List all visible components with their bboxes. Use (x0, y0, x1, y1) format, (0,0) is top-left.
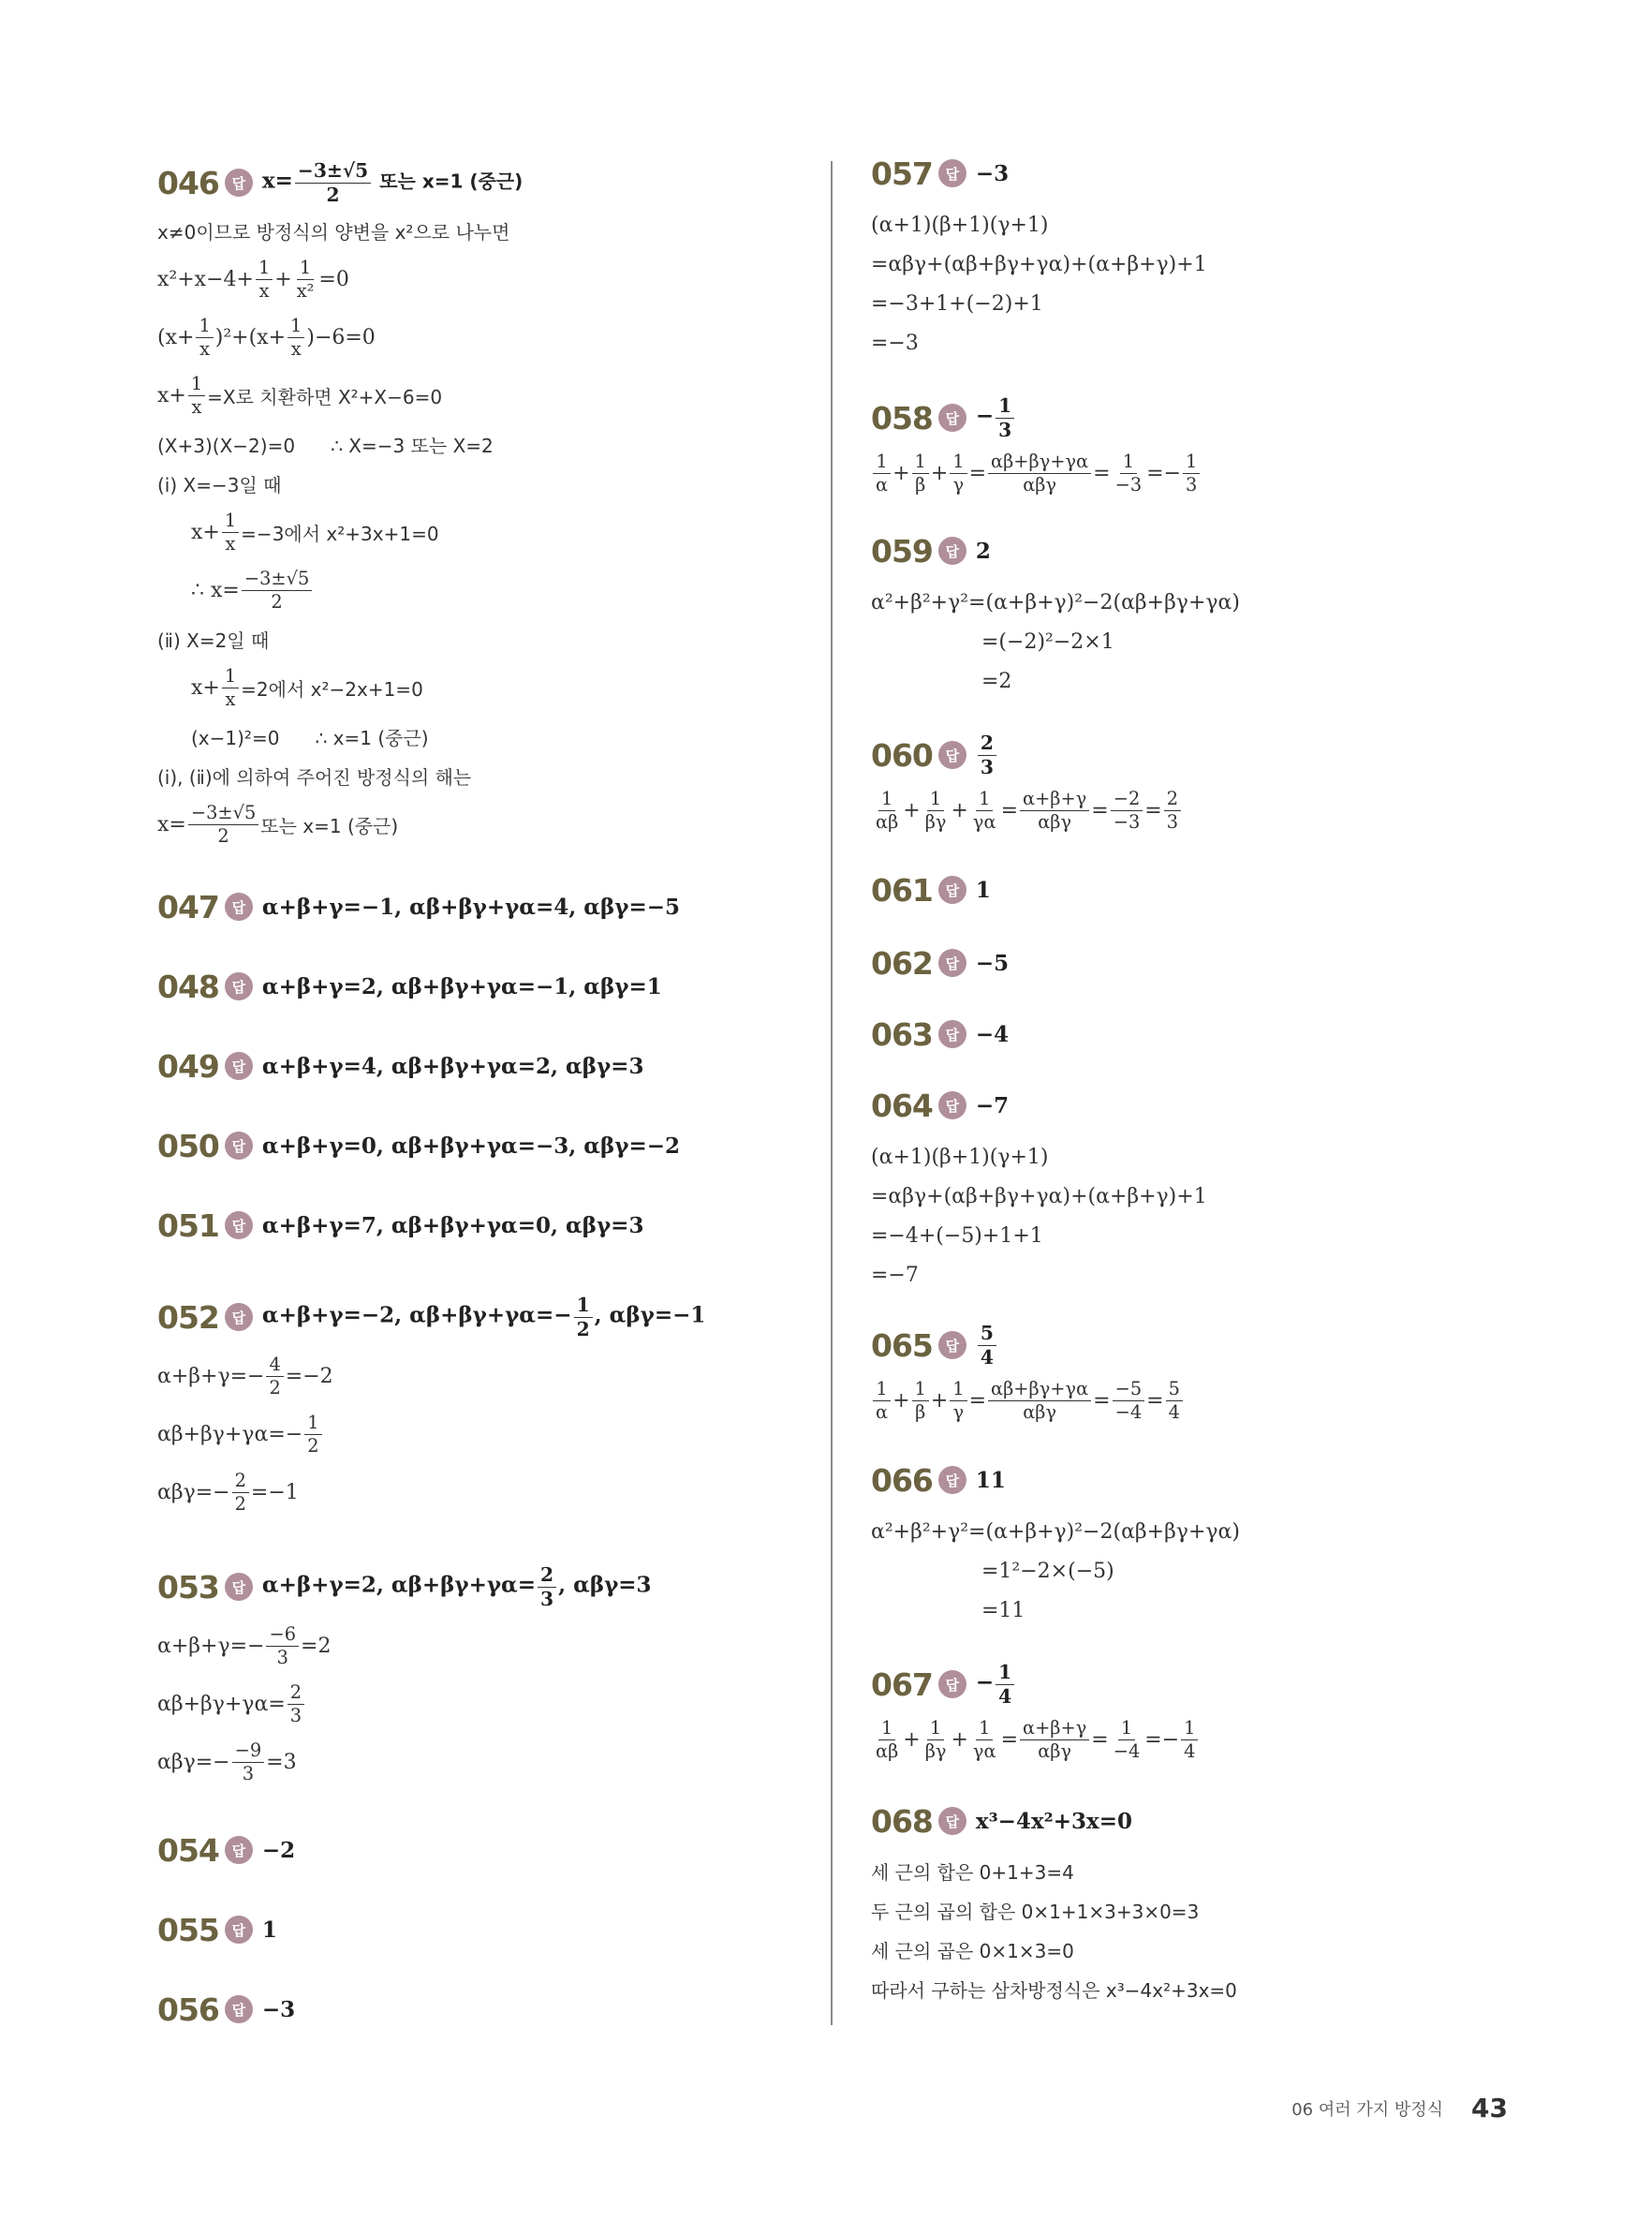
answer-badge-icon: 답 (225, 169, 253, 197)
solution-line: =−3 (871, 331, 919, 355)
answer: − $\frac{1}{4}$ (976, 1663, 1016, 1705)
problem-number: 052 (157, 1298, 219, 1336)
answer: −5 (975, 950, 1010, 976)
solution-line: x+ $\frac{1}{x}$ =2에서 x²−2x+1=0 (191, 665, 423, 710)
problem-055 (157, 1911, 277, 1948)
answer-badge-icon: 답 (938, 159, 966, 187)
problem-061 (871, 871, 991, 909)
problem-number: 061 (871, 871, 933, 909)
problem-063 (871, 1015, 1009, 1053)
problem-052 (157, 1291, 705, 1521)
solution-line: (ⅰ) X=−3일 때 (157, 473, 282, 496)
answer-badge-icon: 답 (938, 1331, 966, 1359)
solution-line: α+β+γ=− $\frac{-6}{3}$ =2 (157, 1623, 332, 1668)
problem-number: 054 (157, 1831, 219, 1869)
answer-badge-icon: 답 (225, 893, 253, 921)
solution-line: 세 근의 곱은 0×1×3=0 (871, 1939, 1074, 1962)
problem-050 (157, 1127, 680, 1164)
solution-line: (X+3)(X−2)=0 ∴ X=−3 또는 X=2 (157, 434, 494, 457)
problem-number: 067 (871, 1665, 933, 1703)
answer-badge-icon: 답 (225, 972, 253, 1000)
answer: α+β+γ=2, αβ+βγ+γα= $\frac{2}{3}$ , αβγ=3 (261, 1563, 652, 1610)
solution-line: $\frac{1}{\alpha\beta}$ + $\frac{1}{\beta\gamma}$ + $\frac{1}{\gamma\alpha}$ = $\frac{\alpha+\beta+\gamma}{\text{αβγ}}$ = $\frac{-2}{-3}$ = $\frac{2}{3}$ (871, 781, 1183, 839)
answer-badge-icon: 답 (225, 1573, 253, 1601)
answer: x³−4x²+3x=0 (975, 1808, 1132, 1834)
problem-number: 050 (157, 1127, 219, 1164)
solution-line: αβ+βγ+γα= $\frac{2}{3}$ (157, 1675, 652, 1733)
answer: −2 (261, 1837, 296, 1863)
problem-number: 057 (871, 155, 933, 192)
answer-badge-icon: 답 (938, 876, 966, 904)
answer: α+β+γ=4, αβ+βγ+γα=2, αβγ=3 (261, 1053, 644, 1079)
solution-line: (α+1)(β+1)(γ+1) (871, 213, 1049, 237)
solution-line: α²+β²+γ²=(α+β+γ)²−2(αβ+βγ+γα) (871, 590, 1240, 614)
problem-062 (871, 944, 1009, 982)
page-number: 43 (1471, 2093, 1508, 2124)
problem-number: 051 (157, 1206, 219, 1244)
problem-number: 066 (871, 1461, 933, 1499)
answer: α+β+γ=7, αβ+βγ+γα=0, αβγ=3 (261, 1212, 644, 1238)
answer: 2 (975, 538, 991, 564)
page-footer (1291, 2093, 1508, 2124)
solution-line: (ⅱ) X=2일 때 (157, 629, 270, 652)
chapter-title: 06 여러 가지 방정식 (1291, 2099, 1444, 2120)
answer: α+β+γ=−2, αβ+βγ+γα=− $\frac{1}{2}$ , αβγ=−1 (261, 1294, 706, 1340)
solution-line: 두 근의 곱의 합은 0×1+1×3+3×0=3 (871, 1900, 1200, 1923)
answer-badge-icon: 답 (938, 1020, 966, 1048)
solution-line: (ⅰ), (ⅱ)에 의하여 주어진 방정식의 해는 (157, 765, 472, 789)
solution-line: =−4+(−5)+1+1 (871, 1223, 1043, 1248)
solution-line: =αβγ+(αβ+βγ+γα)+(α+β+γ)+1 (871, 252, 1207, 276)
answer: −3 (261, 1996, 296, 2022)
problem-048 (157, 968, 662, 1005)
solution-line: $\frac{1}{\alpha}$ + $\frac{1}{\beta}$ + $\frac{1}{\gamma}$ = $\frac{\alpha\beta+\beta\gamma+\gamma\alpha}{\text{αβγ}}$ = $\frac{1}{-3}$ =− $\frac{1}{3}$ (871, 444, 1202, 502)
solution-line: x+ $\frac{1}{x}$ =−3에서 x²+3x+1=0 (191, 510, 439, 555)
answer: 11 (975, 1467, 1006, 1493)
solution-line: ∴ x= $\frac{-3\pm√5}{2}$ (157, 561, 523, 619)
answer-badge-icon: 답 (225, 1836, 253, 1864)
problem-number: 059 (871, 532, 933, 570)
problem-header (157, 159, 524, 206)
problem-068 (871, 1802, 1237, 2008)
answer-badge-icon: 답 (938, 537, 966, 565)
solution-line: =11 (981, 1598, 1025, 1622)
problem-number: 058 (871, 399, 933, 437)
solution-line: 세 근의 합은 0+1+3=4 (871, 1860, 1074, 1884)
solution-line: x= $\frac{-3\pm√5}{2}$ 또는 x=1 (중근) (157, 802, 399, 847)
problem-046 (157, 159, 524, 853)
answer-badge-icon: 답 (938, 1466, 966, 1494)
problem-051 (157, 1206, 643, 1244)
problem-067 (871, 1658, 1200, 1769)
problem-058 (871, 392, 1202, 502)
solution-line: αβγ=− $\frac{-9}{3}$ =3 (157, 1739, 297, 1784)
problem-number: 065 (871, 1326, 933, 1364)
answer: 1 (975, 877, 991, 903)
answer-badge-icon: 답 (225, 1916, 253, 1944)
solution-line: =αβγ+(αβ+βγ+γα)+(α+β+γ)+1 (871, 1184, 1207, 1208)
answer: α+β+γ=2, αβ+βγ+γα=−1, αβγ=1 (261, 973, 662, 999)
answer: α+β+γ=0, αβ+βγ+γα=−3, αβγ=−2 (261, 1132, 680, 1159)
problem-number: 063 (871, 1015, 933, 1053)
problem-number: 055 (157, 1911, 219, 1948)
solution-line: x²+x−4+ $\frac{1}{x}$ + $\frac{1}{\text{x²}}$ =0 (157, 257, 349, 302)
solution-line: (α+1)(β+1)(γ+1) (871, 1145, 1049, 1169)
solution-line: =−7 (871, 1263, 919, 1287)
solution-line: x+ $\frac{1}{x}$ =X로 치환하면 X²+X−6=0 (157, 373, 443, 418)
answer-badge-icon: 답 (225, 1132, 253, 1160)
answer-badge-icon: 답 (225, 1303, 253, 1331)
solution-line: $\frac{1}{\alpha}$ + $\frac{1}{\beta}$ + $\frac{1}{\gamma}$ = $\frac{\alpha\beta+\beta\gamma+\gamma\alpha}{\text{αβγ}}$ = $\frac{-5}{-4}$ = $\frac{5}{4}$ (871, 1371, 1185, 1429)
answer: −4 (975, 1021, 1010, 1047)
solution-line: 따라서 구하는 삼차방정식은 x³−4x²+3x=0 (871, 1978, 1237, 2002)
problem-number: 060 (871, 736, 933, 774)
answer-badge-icon: 답 (938, 1091, 966, 1119)
solution-line: αβ+βγ+γα=− $\frac{1}{2}$ (157, 1405, 705, 1463)
problem-047 (157, 888, 680, 925)
column-divider (831, 161, 833, 2025)
solution-line: (x+ $\frac{1}{x}$ )²+(x+ $\frac{1}{x}$ )−6=0 (157, 315, 376, 360)
problem-number: 062 (871, 944, 933, 982)
answer: $\frac{2}{3}$ (976, 733, 998, 776)
solution-line: =2 (981, 669, 1012, 693)
problem-054 (157, 1831, 295, 1869)
problem-064 (871, 1087, 1207, 1295)
problem-number: 064 (871, 1087, 933, 1124)
answer: −7 (975, 1092, 1010, 1118)
problem-number: 048 (157, 968, 219, 1005)
answer-badge-icon: 답 (938, 741, 966, 769)
problem-053 (157, 1561, 652, 1791)
answer-badge-icon: 답 (938, 949, 966, 977)
answer-badge-icon: 답 (938, 404, 966, 432)
problem-060 (871, 729, 1183, 839)
solution-line: =(−2)²−2×1 (981, 629, 1114, 654)
problem-059 (871, 532, 1240, 701)
solution-line: αβγ=− $\frac{2}{2}$ =−1 (157, 1470, 299, 1515)
solution-line: =1²−2×(−5) (981, 1559, 1114, 1583)
problem-065 (871, 1319, 1185, 1429)
answer-badge-icon: 답 (938, 1807, 966, 1835)
answer: $\frac{5}{4}$ (976, 1324, 998, 1366)
problem-number: 047 (157, 888, 219, 925)
problem-049 (157, 1047, 643, 1085)
problem-056 (157, 1991, 295, 2028)
problem-number: 056 (157, 1991, 219, 2028)
problem-number: 053 (157, 1568, 219, 1606)
answer: 1 (261, 1917, 277, 1943)
problem-066 (871, 1461, 1240, 1630)
solution-line: α²+β²+γ²=(α+β+γ)²−2(αβ+βγ+γα) (871, 1519, 1240, 1544)
solution-line: α+β+γ=− $\frac{4}{2}$ =−2 (157, 1354, 333, 1399)
answer: − $\frac{1}{3}$ (976, 396, 1016, 438)
answer: −3 (975, 160, 1010, 186)
answer-badge-icon: 답 (225, 1211, 253, 1239)
answer-badge-icon: 답 (225, 1995, 253, 2023)
solution-line: (x−1)²=0 ∴ x=1 (중근) (191, 726, 429, 749)
solution-line: $\frac{1}{\alpha\beta}$ + $\frac{1}{\beta\gamma}$ + $\frac{1}{\gamma\alpha}$ = $\frac{\alpha+\beta+\gamma}{\text{αβγ}}$ = $\frac{1}{-4}$ =− $\frac{1}{4}$ (871, 1710, 1200, 1769)
solution-line: =−3+1+(−2)+1 (871, 291, 1043, 316)
problem-number: 068 (871, 1802, 933, 1840)
answer: x= $\frac{-3\pm√5}{2}$ 또는 x=1 (중근) (261, 159, 524, 206)
answer-badge-icon: 답 (938, 1670, 966, 1698)
problem-number: 046 (157, 164, 219, 201)
answer-badge-icon: 답 (225, 1052, 253, 1080)
problem-number: 049 (157, 1047, 219, 1085)
problem-057 (871, 155, 1207, 363)
solution-line: x≠0이므로 방정식의 양변을 x²으로 나누면 (157, 220, 510, 244)
answer: α+β+γ=−1, αβ+βγ+γα=4, αβγ=−5 (261, 894, 680, 920)
